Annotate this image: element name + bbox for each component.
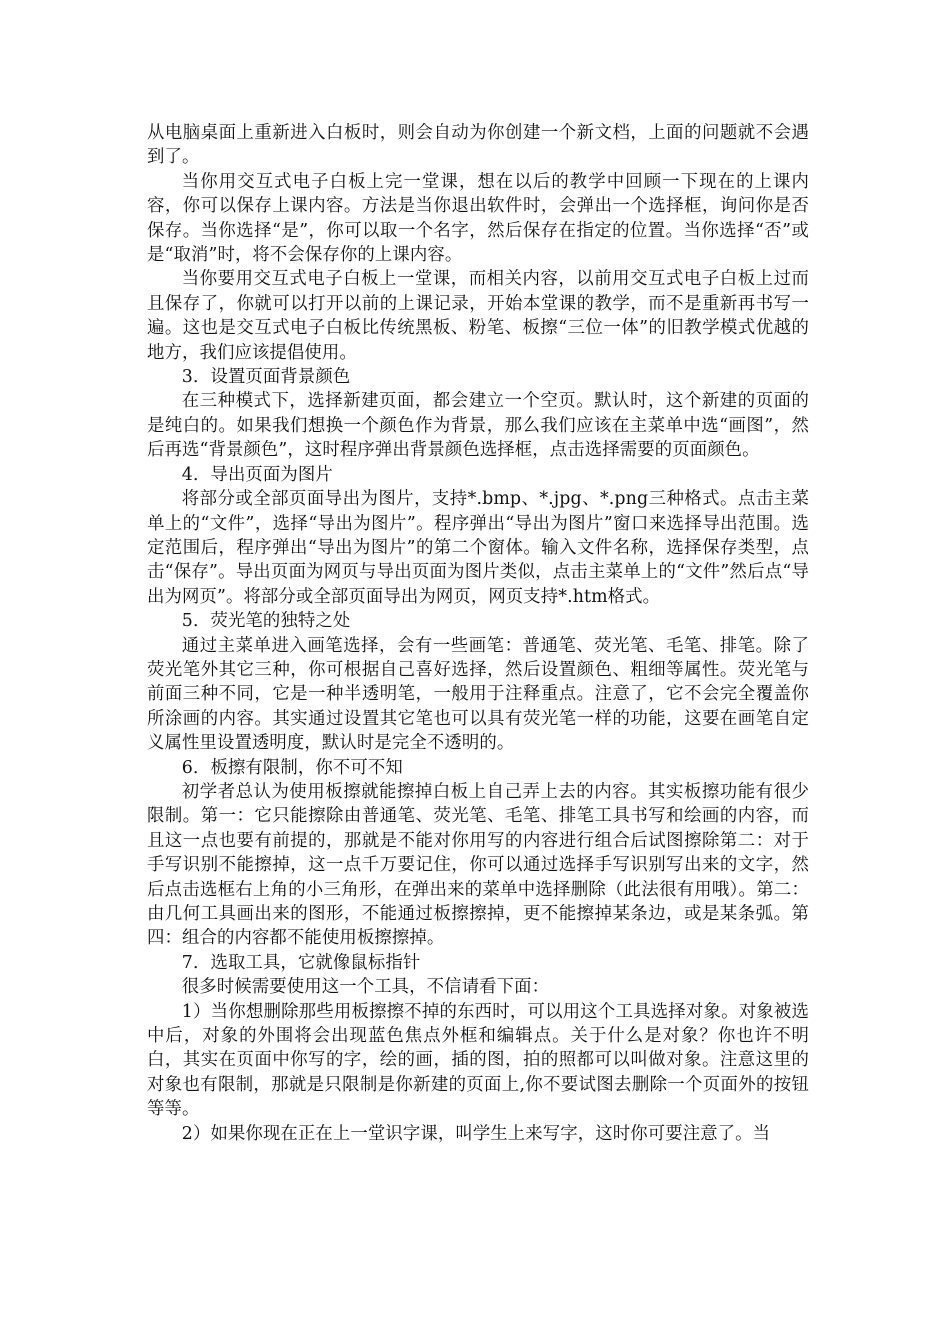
- paragraph: 在三种模式下，选择新建页面，都会建立一个空页。默认时，这个新建的页面的是纯白的。如果我们想换一个颜色作为背景，那么我们应该在主菜单中选“画图”，然后再选“背景颜色”，这时程序弹出背景颜色选择框，点击选择需要的页面颜色。: [147, 391, 809, 461]
- list-paragraph: 1）当你想删除那些用板擦擦不掉的东西时，可以用这个工具选择对象。对象被选中后，对象的外围将会出现蓝色焦点外框和编辑点。关于什么是对象？你也许不明白，其实在页面中你写的字，绘的画，插的图，拍的照都可以叫做对象。注意这里的对象也有限制，那就是只限制是你新建的页面上,你不要试图去删除一个页面外的按钮等等。: [147, 1001, 809, 1120]
- paragraph: 从电脑桌面上重新进入白板时，则会自动为你创建一个新文档，上面的问题就不会遇到了。: [147, 123, 809, 168]
- list-paragraph: 2）如果你现在正在上一堂识字课，叫学生上来写字，这时你可要注意了。当: [181, 1123, 771, 1144]
- section-heading: 4．导出页面为图片: [181, 464, 333, 485]
- section-heading: 3．设置页面背景颜色: [181, 367, 351, 388]
- paragraph: 将部分或全部页面导出为图片，支持*.bmp、*.jpg、*.png三种格式。点击主菜单上的“文件”，选择“导出为图片”。程序弹出“导出为图片”窗口来选择导出范围。选定范围后，程序弹出“导出为图片”的第二个窗体。输入文件名称，选择保存类型，点击“保存”。导出页面为网页与导出页面为图片类似，点击主菜单上的“文件”然后点“导出为网页”。将部分或全部页面导出为网页，网页支持*.htm格式。: [147, 489, 809, 607]
- section-heading: 6．板擦有限制，你不可不知: [181, 757, 403, 778]
- paragraph: 当你要用交互式电子白板上一堂课，而相关内容，以前用交互式电子白板上过而且保存了，你就可以打开以前的上课记录，开始本堂课的教学，而不是重新再书写一遍。这也是交互式电子白板比传统黑板、粉笔、板擦“三位一体”的旧教学模式优越的地方，我们应该提倡使用。: [147, 269, 809, 363]
- section-heading: 5．荧光笔的独特之处: [181, 611, 351, 632]
- paragraph: 通过主菜单进入画笔选择，会有一些画笔：普通笔、荧光笔、毛笔、排笔。除了荧光笔外其它三种，你可根据自己喜好选择，然后设置颜色、粗细等属性。荧光笔与前面三种不同，它是一种半透明笔，一般用于注释重点。注意了，它不会完全覆盖你所涂画的内容。其实通过设置其它笔也可以具有荧光笔一样的功能，这要在画笔自定义属性里设置透明度，默认时是完全不透明的。: [147, 635, 809, 754]
- paragraph: 很多时候需要使用这一个工具，不信请看下面：: [181, 977, 550, 998]
- paragraph: 当你用交互式电子白板上完一堂课，想在以后的教学中回顾一下现在的上课内容，你可以保存上课内容。方法是当你退出软件时，会弹出一个选择框，询问你是否保存。当你选择“是”，你可以取一个名字，然后保存在指定的位置。当你选择“否”或是“取消”时，将不会保存你的上课内容。: [147, 171, 809, 266]
- paragraph: 初学者总认为使用板擦就能擦掉白板上自己弄上去的内容。其实板擦功能有很少限制。第一：它只能擦除由普通笔、荧光笔、毛笔、排笔工具书写和绘画的内容，而且这一点也要有前提的，那就是不能对你用写的内容进行组合后试图擦除第二：对于手写识别不能擦掉，这一点千万要记住，你可以通过选择手写识别写出来的文字，然后点击选框右上角的小三角形，在弹出来的菜单中选择删除（此法很有用哦）。第二：由几何工具画出来的图形，不能通过板擦擦掉，更不能擦掉某条边，或是某条弧。第四：组合的内容都不能使用板擦擦掉。: [147, 781, 809, 949]
- document-page: [147, 121, 809, 1146]
- section-heading: 7．选取工具，它就像鼠标指针: [181, 952, 421, 973]
